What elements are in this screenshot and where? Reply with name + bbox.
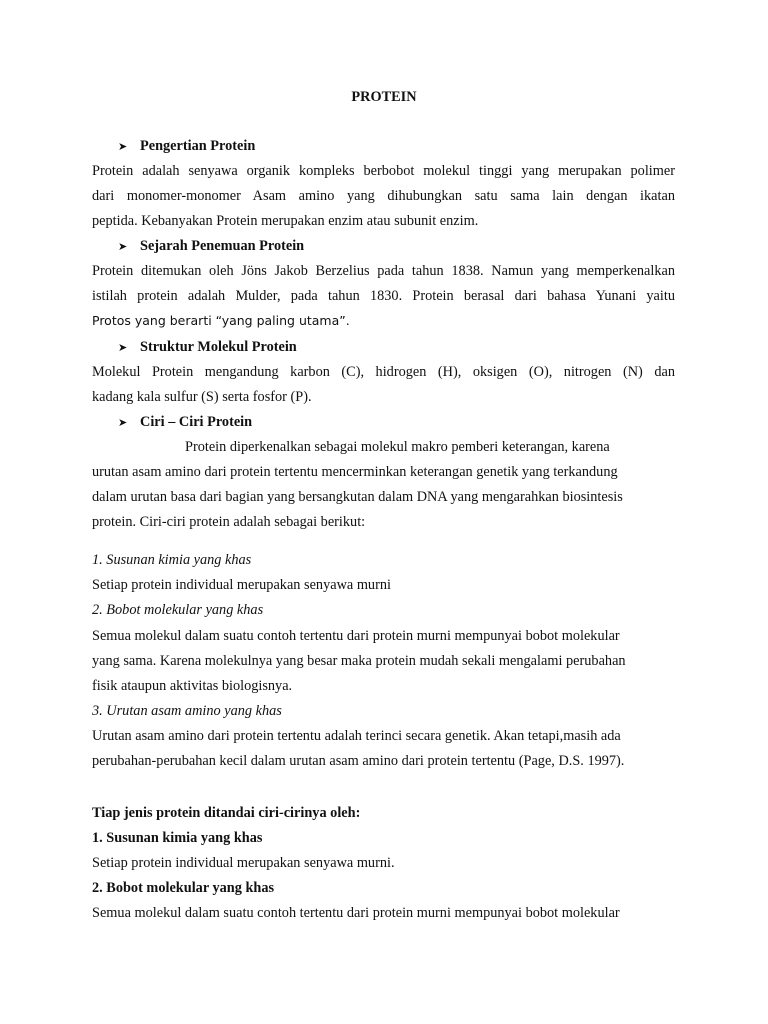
section-heading-text: Sejarah Penemuan Protein	[140, 238, 305, 254]
paragraph-line: Protein diperkenalkan sebagai molekul makro pemberi keterangan, karena	[185, 439, 610, 455]
paragraph-line: Protos yang berarti “yang paling utama”.	[92, 313, 350, 328]
paragraph-line: protein. Ciri-ciri protein adalah sebagai berikut:	[92, 514, 366, 530]
section-heading-sejarah	[118, 236, 304, 257]
arrow-bullet-icon: ➤	[118, 240, 128, 253]
paragraph-line: Protein adalah senyawa organik kompleks berbobot molekul tinggi yang merupakan polimer	[92, 163, 675, 179]
list-item-text: Semua molekul dalam suatu contoh tertentu dari protein murni mempunyai bobot molekular	[92, 905, 620, 921]
list-item-title: 3. Urutan asam amino yang khas	[92, 703, 282, 719]
section-heading-pengertian	[118, 136, 255, 157]
arrow-bullet-icon: ➤	[118, 140, 128, 153]
section-heading-ciri	[118, 412, 252, 433]
list-item-title: 2. Bobot molekular yang khas	[92, 880, 275, 896]
section-heading-tiap-jenis: Tiap jenis protein ditandai ciri-cirinya oleh:	[92, 805, 361, 821]
paragraph-line: urutan asam amino dari protein tertentu mencerminkan keterangan genetik yang terkandung	[92, 464, 618, 480]
section-heading-text: Struktur Molekul Protein	[140, 339, 297, 355]
list-item-text: Urutan asam amino dari protein tertentu adalah terinci secara genetik. Akan tetapi,masih ada	[92, 728, 621, 744]
list-item-text: Setiap protein individual merupakan senyawa murni	[92, 577, 391, 593]
paragraph-line: Molekul Protein mengandung karbon (C), hidrogen (H), oksigen (O), nitrogen (N) dan	[92, 364, 675, 380]
paragraph-line: dalam urutan basa dari bagian yang bersangkutan dalam DNA yang mengarahkan biosintesis	[92, 489, 623, 505]
section-heading-text: Pengertian Protein	[140, 138, 256, 154]
page-title: PROTEIN	[351, 89, 417, 105]
paragraph-line: kadang kala sulfur (S) serta fosfor (P).	[92, 389, 312, 405]
list-item-text: fisik ataupun aktivitas biologisnya.	[92, 678, 293, 694]
section-heading-struktur	[118, 337, 297, 358]
paragraph-line: peptida. Kebanyakan Protein merupakan enzim atau subunit enzim.	[92, 213, 479, 229]
arrow-bullet-icon: ➤	[118, 416, 128, 429]
arrow-bullet-icon: ➤	[118, 341, 128, 354]
list-item-title: 2. Bobot molekular yang khas	[92, 602, 264, 618]
list-item-text: yang sama. Karena molekulnya yang besar maka protein mudah sekali mengalami perubahan	[92, 653, 626, 669]
section-heading-text: Ciri – Ciri Protein	[140, 414, 253, 430]
paragraph-line: istilah protein adalah Mulder, pada tahun 1830. Protein berasal dari bahasa Yunani yaitu	[92, 288, 675, 304]
paragraph-line: dari monomer-monomer Asam amino yang dihubungkan satu sama lain dengan ikatan	[92, 188, 675, 204]
list-item-text: Semua molekul dalam suatu contoh tertentu dari protein murni mempunyai bobot molekular	[92, 628, 620, 644]
list-item-title: 1. Susunan kimia yang khas	[92, 830, 263, 846]
paragraph-line: Protein ditemukan oleh Jöns Jakob Berzelius pada tahun 1838. Namun yang memperkenalkan	[92, 263, 675, 279]
list-item-text: perubahan-perubahan kecil dalam urutan asam amino dari protein tertentu (Page, D.S. 1997).	[92, 753, 625, 769]
list-item-title: 1. Susunan kimia yang khas	[92, 552, 252, 568]
list-item-text: Setiap protein individual merupakan senyawa murni.	[92, 855, 395, 871]
